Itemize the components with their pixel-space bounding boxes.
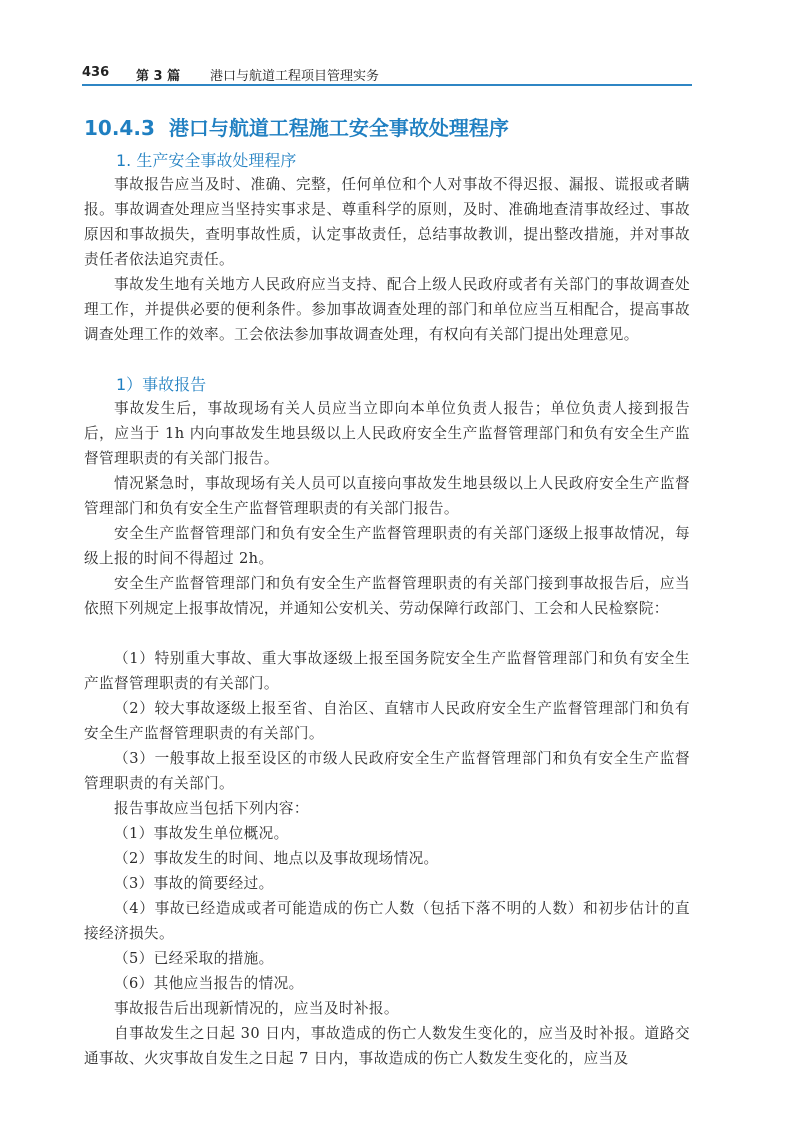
section-title: 港口与航道工程施工安全事故处理程序	[168, 116, 509, 140]
list-item: （1）特别重大事故、重大事故逐级上报至国务院安全生产监督管理部门和负有安全生产监督管理职责的有关部门。	[84, 650, 690, 692]
list-item: （4）事故已经造成或者可能造成的伤亡人数（包括下落不明的人数）和初步估计的直接经济损失。	[84, 900, 690, 942]
list-item: （2）较大事故逐级上报至省、自治区、直辖市人民政府安全生产监督管理部门和负有安全生产监督管理职责的有关部门。	[84, 700, 690, 742]
part-title: 港口与航道工程项目管理实务	[210, 69, 380, 84]
paragraph: 事故报告后出现新情况的，应当及时补报。	[114, 1000, 399, 1017]
paragraph: 事故报告应当及时、准确、完整，任何单位和个人对事故不得迟报、漏报、谎报或者瞒报。事故调查处理应当坚持实事求是、尊重科学的原则，及时、准确地查清事故经过、事故原因和事故损失，查明事故性质，认定事故责任，总结事故教训，提出整改措施，并对事故责任者依法追究责任。	[84, 176, 690, 268]
paragraph: 情况紧急时，事故现场有关人员可以直接向事故发生地县级以上人民政府安全生产监督管理部门和负有安全生产监督管理职责的有关部门报告。	[84, 475, 690, 517]
list-item: （3）一般事故上报至设区的市级人民政府安全生产监督管理部门和负有安全生产监督管理职责的有关部门。	[84, 750, 690, 792]
paragraph: 事故发生地有关地方人民政府应当支持、配合上级人民政府或者有关部门的事故调查处理工作，并提供必要的便利条件。参加事故调查处理的部门和单位应当互相配合，提高事故调查处理工作的效率。工会依法参加事故调查处理，有权向有关部门提出处理意见。	[84, 276, 690, 343]
list-item: （3）事故的简要经过。	[114, 875, 274, 892]
list-item: （1）事故发生单位概况。	[114, 825, 289, 842]
section-number: 10.4.3	[84, 116, 155, 140]
subsubsection-heading: 1）事故报告	[116, 375, 207, 394]
section-heading	[84, 112, 509, 141]
paragraph: 安全生产监督管理部门和负有安全生产监督管理职责的有关部门逐级上报事故情况，每级上报的时间不得超过 2h。	[84, 525, 690, 567]
list-item: （6）其他应当报告的情况。	[114, 975, 304, 992]
page-number: 436	[82, 65, 110, 80]
paragraph: 事故发生后，事故现场有关人员应当立即向本单位负责人报告；单位负责人接到报告后，应当于 1h 内向事故发生地县级以上人民政府安全生产监督管理部门和负有安全生产监督管理职责的有关部门报告。	[84, 400, 690, 467]
subsection-heading: 1. 生产安全事故处理程序	[116, 151, 297, 170]
list-item: （2）事故发生的时间、地点以及事故现场情况。	[114, 850, 439, 867]
list-item: （5）已经采取的措施。	[114, 950, 274, 967]
part-label: 第 3 篇	[136, 69, 181, 84]
running-header	[82, 62, 692, 86]
paragraph: 安全生产监督管理部门和负有安全生产监督管理职责的有关部门接到事故报告后，应当依照下列规定上报事故情况，并通知公安机关、劳动保障行政部门、工会和人民检察院：	[84, 575, 690, 617]
paragraph: 自事故发生之日起 30 日内，事故造成的伤亡人数发生变化的，应当及时补报。道路交通事故、火灾事故自发生之日起 7 日内，事故造成的伤亡人数发生变化的，应当及	[84, 1025, 690, 1067]
paragraph: 报告事故应当包括下列内容：	[114, 800, 309, 817]
